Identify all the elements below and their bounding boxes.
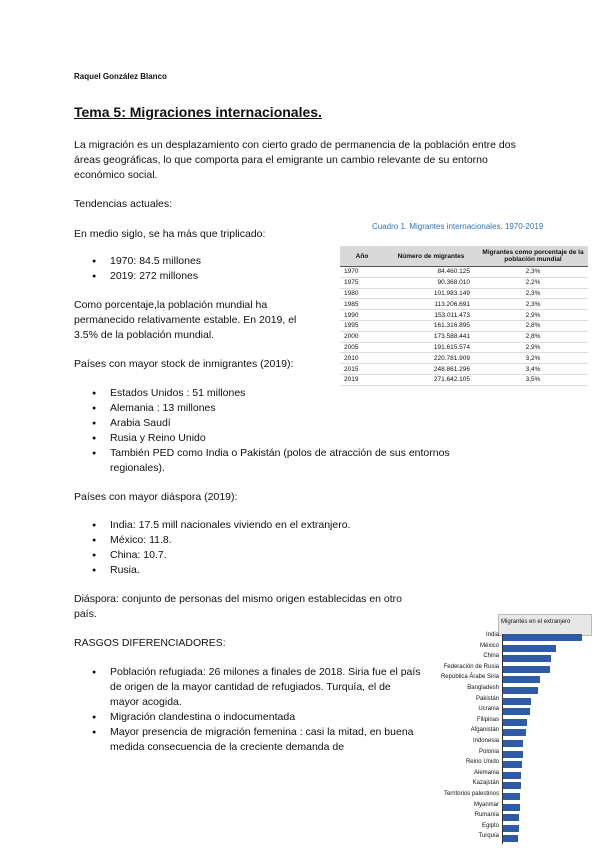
- diaspora-heading: Países con mayor diáspora (2019):: [74, 491, 238, 503]
- bar-label: Territorios palestinos: [443, 791, 499, 797]
- chart-title-box: [498, 614, 592, 636]
- tripled-list: [92, 254, 201, 284]
- list-item: ● Rusia y Reino Unido: [92, 431, 482, 446]
- table-cell: 2,2%: [478, 277, 588, 288]
- bar: [503, 708, 530, 715]
- bar-label: República Árabe Siria: [440, 674, 499, 681]
- bar-label: Kazajstán: [472, 780, 499, 787]
- table-cell: 2,8%: [478, 331, 588, 342]
- table-row: [340, 288, 588, 299]
- table-row: [340, 374, 588, 385]
- tripled-text: En medio siglo, se ha más que triplicado:: [74, 228, 266, 240]
- bar: [503, 835, 518, 842]
- list-item: ● Arabia Saudí: [92, 416, 482, 431]
- bar: [503, 751, 523, 758]
- list-item: ● Migración clandestina o indocumentada: [92, 710, 422, 725]
- bar: [503, 740, 523, 747]
- list-item: ● India: 17.5 mill nacionales viviendo en el extranjero.: [92, 518, 432, 533]
- traits-heading: RASGOS DIFERENCIADORES:: [74, 637, 226, 649]
- table-cell: 3,5%: [478, 374, 588, 385]
- percentage-paragraph: Como porcentaje,la población mundial ha permanecido relativamente estable. En 2019, el 3.5% de la población mundial.: [74, 299, 297, 341]
- list-item: ● 1970: 84.5 millones: [92, 254, 201, 269]
- list-item: ● 2019: 272 millones: [92, 269, 201, 284]
- table-cell: 153.011.473: [384, 310, 478, 321]
- table-cell: 2,9%: [478, 310, 588, 321]
- table-cell: 101.983.149: [384, 288, 478, 299]
- list-item: ● Población refugiada: 26 milones a finales de 2018. Siria fue el país de origen de la mayor cantidad de refugiados. Turquía, el de mayor acogida.: [92, 665, 422, 710]
- bar: [503, 729, 526, 736]
- bar: [503, 761, 522, 768]
- table-cell: 90.368.010: [384, 277, 478, 288]
- chart-title: Migrantes en el extranjero: [501, 619, 571, 625]
- bar: [503, 634, 582, 641]
- bar: [503, 655, 551, 662]
- bar-label: Afganistán: [470, 727, 499, 734]
- table-cell: 2000: [340, 331, 384, 342]
- bar-label: Federación de Rusia: [443, 663, 499, 670]
- table-caption: Cuadro 1. Migrantes internacionales. 1970-2019: [372, 222, 544, 231]
- bar-label: Filipinas: [476, 716, 499, 723]
- bar: [503, 687, 538, 694]
- table-header: Año: [340, 246, 384, 267]
- list-item: ● Rusia.: [92, 563, 432, 578]
- list-item: ● Estados Unidos : 51 millones: [92, 386, 482, 401]
- table-cell: 2010: [340, 353, 384, 364]
- table-cell: 1980: [340, 288, 384, 299]
- traits-list: [92, 665, 422, 755]
- table-cell: 248.861.296: [384, 364, 478, 375]
- bar-label: Indonesia: [472, 738, 499, 744]
- table-row: [340, 310, 588, 321]
- bar-label: Polonia: [478, 748, 499, 755]
- table-header: Número de migrantes: [384, 246, 478, 267]
- bar-label: Rumanía: [474, 812, 499, 819]
- table-cell: 2,8%: [478, 320, 588, 331]
- table-row: [340, 267, 588, 278]
- bar-label: China: [483, 653, 499, 660]
- trends-heading: Tendencias actuales:: [74, 198, 173, 210]
- bar: [503, 804, 520, 811]
- table-row: [340, 353, 588, 364]
- immigrants-list: [92, 386, 482, 476]
- table-cell: 2,9%: [478, 342, 588, 353]
- bar: [503, 719, 527, 726]
- table-cell: 271.642.105: [384, 374, 478, 385]
- table-row: [340, 277, 588, 288]
- table-cell: 1990: [340, 310, 384, 321]
- table-cell: 220.781.909: [384, 353, 478, 364]
- table-cell: 2,3%: [478, 288, 588, 299]
- table-row: [340, 299, 588, 310]
- bar-label: Reino Unido: [465, 759, 499, 766]
- list-item: ● México: 11.8.: [92, 533, 432, 548]
- table-header: Migrantes como porcentaje de la población mundial: [478, 246, 588, 267]
- table-cell: 1985: [340, 299, 384, 310]
- bar-label: India: [485, 632, 499, 638]
- page-title: Tema 5: Migraciones internacionales.: [74, 104, 322, 120]
- diaspora-definition: Diáspora: conjunto de personas del mismo origen establecidas en otro país.: [74, 593, 403, 620]
- table-cell: 2005: [340, 342, 384, 353]
- table-row: [340, 342, 588, 353]
- table-cell: 1970: [340, 267, 384, 278]
- bar: [503, 645, 556, 652]
- bar-label: Alemania: [473, 769, 499, 776]
- table-cell: 191.615.574: [384, 342, 478, 353]
- bar-label: Bangladesh: [467, 685, 499, 691]
- table-cell: 1975: [340, 277, 384, 288]
- bar: [503, 782, 521, 789]
- bar-label: Ucrania: [478, 706, 499, 713]
- bar: [503, 772, 521, 779]
- table-body: [340, 267, 588, 386]
- diaspora-list: [92, 518, 432, 578]
- table-cell: 1995: [340, 320, 384, 331]
- table-cell: 173.588.441: [384, 331, 478, 342]
- migrants-table: [340, 246, 588, 386]
- bar: [503, 825, 519, 832]
- bar: [503, 666, 550, 673]
- table-cell: 2,3%: [478, 267, 588, 278]
- list-item: ● También PED como India o Pakistán (polos de atracción de sus entornos regionales).: [92, 446, 482, 476]
- bar-label: Turquía: [478, 833, 499, 840]
- table-cell: 84.460.125: [384, 267, 478, 278]
- immigrants-heading: Países con mayor stock de inmigrantes (2019):: [74, 358, 294, 370]
- table-cell: 3,4%: [478, 364, 588, 375]
- bar: [503, 676, 540, 683]
- table-row: [340, 320, 588, 331]
- intro-paragraph: La migración es un desplazamiento con cierto grado de permanencia de la población entre dos áreas geográficas, lo que comporta para el emigrante un cambio relevante de su entorno económico social.: [74, 139, 516, 181]
- table-cell: 161.316.895: [384, 320, 478, 331]
- bar-label: Pakistán: [475, 695, 499, 702]
- table-cell: 2,3%: [478, 299, 588, 310]
- author-name: Raquel González Blanco: [74, 72, 167, 81]
- bar-label: Egipto: [481, 822, 499, 829]
- bar: [503, 793, 520, 800]
- table-cell: 2019: [340, 374, 384, 385]
- table-cell: 113.206.691: [384, 299, 478, 310]
- bar: [503, 814, 519, 821]
- list-item: ● Alemania : 13 millones: [92, 401, 482, 416]
- bar-label: Myanmar: [473, 801, 499, 808]
- bar-label: México: [479, 642, 499, 649]
- table-cell: 2015: [340, 364, 384, 375]
- list-item: ● Mayor presencia de migración femenina : casi la mitad, en buena medida consecuencia de la creciente demanda de: [92, 725, 422, 755]
- table-cell: 3,2%: [478, 353, 588, 364]
- bar: [503, 698, 531, 705]
- table-row: [340, 331, 588, 342]
- table-row: [340, 364, 588, 375]
- list-item: ● China: 10.7.: [92, 548, 432, 563]
